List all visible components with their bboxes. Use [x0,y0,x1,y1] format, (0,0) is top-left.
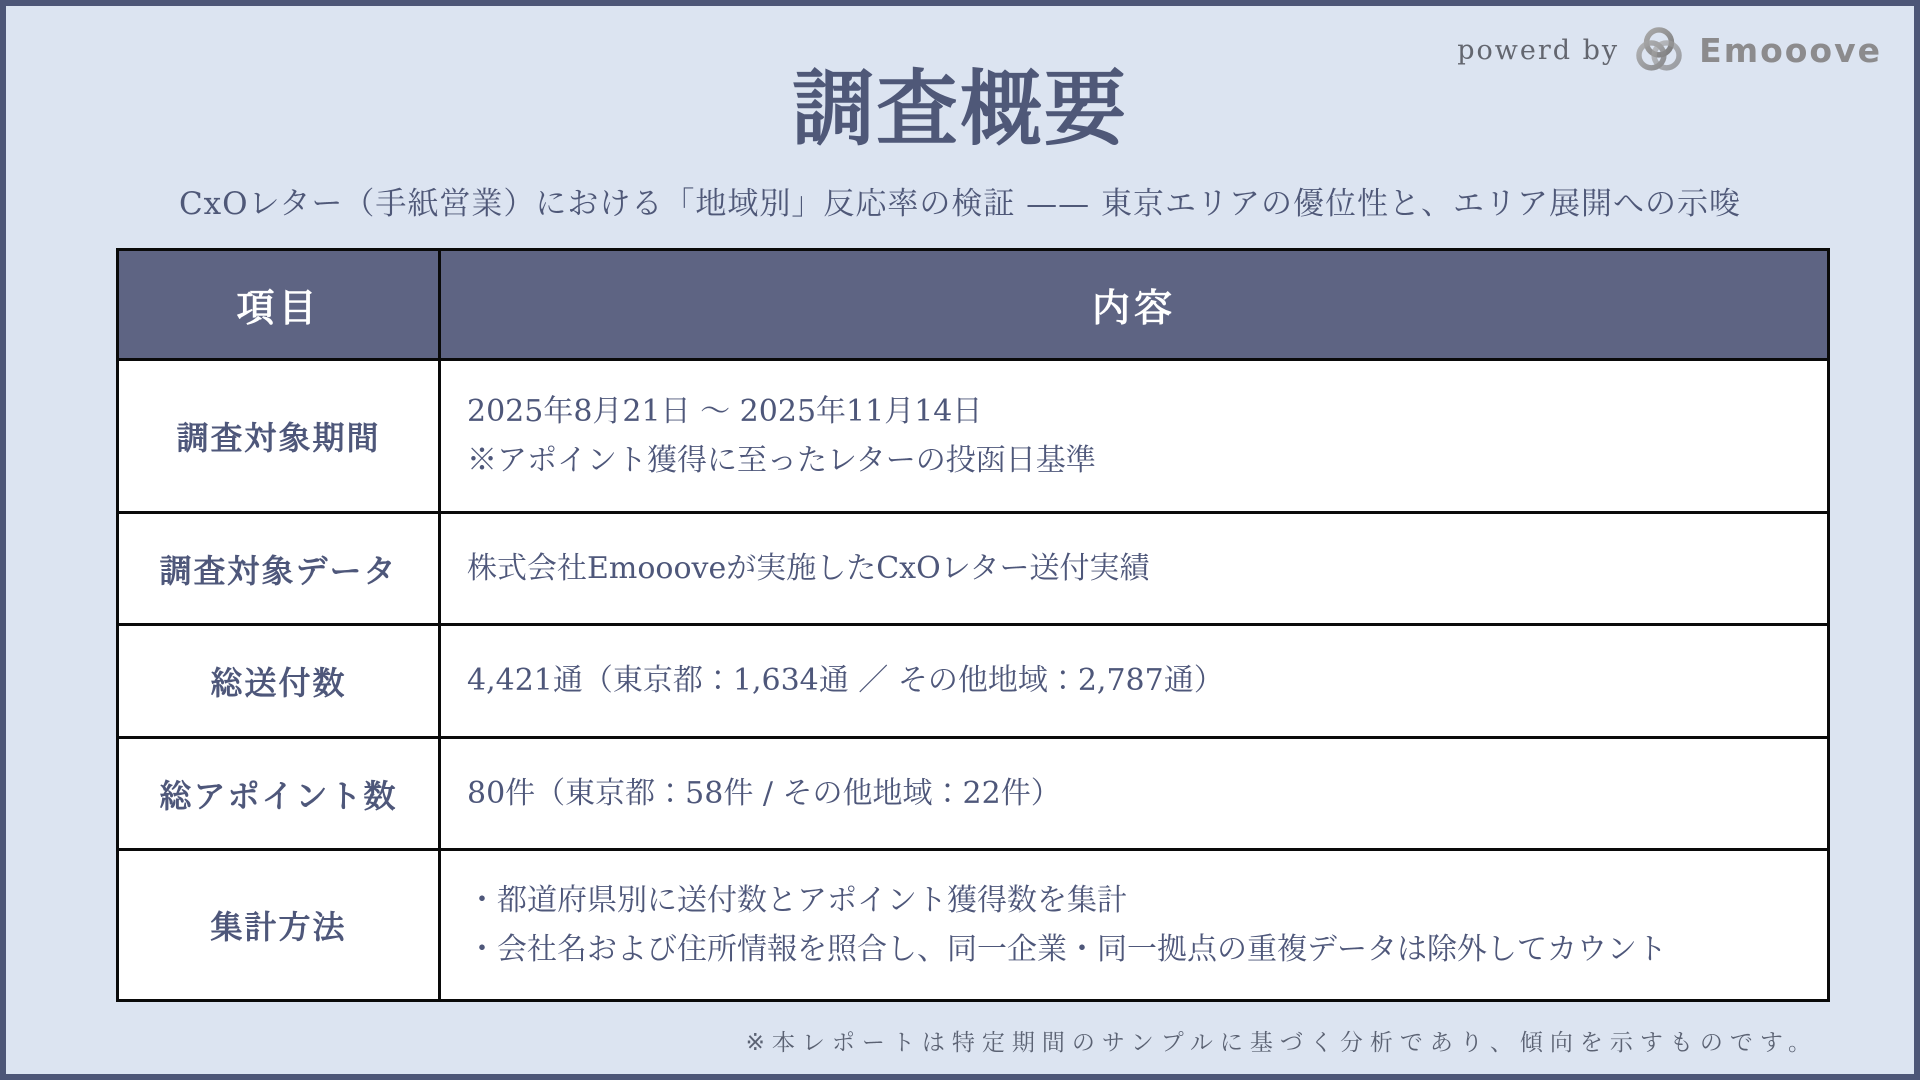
table-header-row [118,250,1829,360]
table-header-content: 内容 [440,250,1829,360]
row-content-line: 80件（東京都：58件 / その他地域：22件） [467,775,1061,811]
table-row [118,738,1829,850]
survey-overview-table [116,248,1830,1002]
page-title: 調査概要 [791,61,1128,157]
table-body [118,360,1829,1001]
table-header-item: 項目 [118,250,440,360]
row-label: 集計方法 [118,850,440,1001]
row-content-line: ・会社名および住所情報を照合し、同一企業・同一拠点の重複データは除外してカウント [467,932,1667,967]
row-label: 調査対象期間 [118,360,440,513]
page-subtitle: CxOレター（手紙営業）における「地域別」反応率の検証 —— 東京エリアの優位性と、エリア展開への示唆 [178,186,1742,222]
table-row [118,360,1829,513]
row-content [440,625,1829,738]
row-content [440,360,1829,513]
table-row [118,625,1829,738]
row-content-line: ※アポイント獲得に至ったレターの投函日基準 [467,443,1096,478]
row-content-line: ・都道府県別に送付数とアポイント獲得数を集計 [467,882,1127,918]
table-row [118,850,1829,1001]
row-content-line: 2025年8月21日 〜 2025年11月14日 [467,393,983,429]
powered-by-label: powerd by [1457,34,1620,66]
footer-disclaimer: ※本レポートは特定期間のサンプルに基づく分析であり、傾向を示すものです。 [745,1030,1818,1056]
brand-logo-text: Emooove [1699,30,1882,70]
row-label: 総アポイント数 [118,738,440,850]
table-row [118,513,1829,625]
row-label: 総送付数 [118,625,440,738]
row-content [440,738,1829,850]
row-content [440,850,1829,1001]
row-content [440,513,1829,625]
row-label: 調査対象データ [118,513,440,625]
row-content-line: 株式会社Emoooveが実施したCxOレター送付実績 [467,550,1150,586]
row-content-line: 4,421通（東京都：1,634通 ／ その他地域：2,787通） [467,663,1224,699]
